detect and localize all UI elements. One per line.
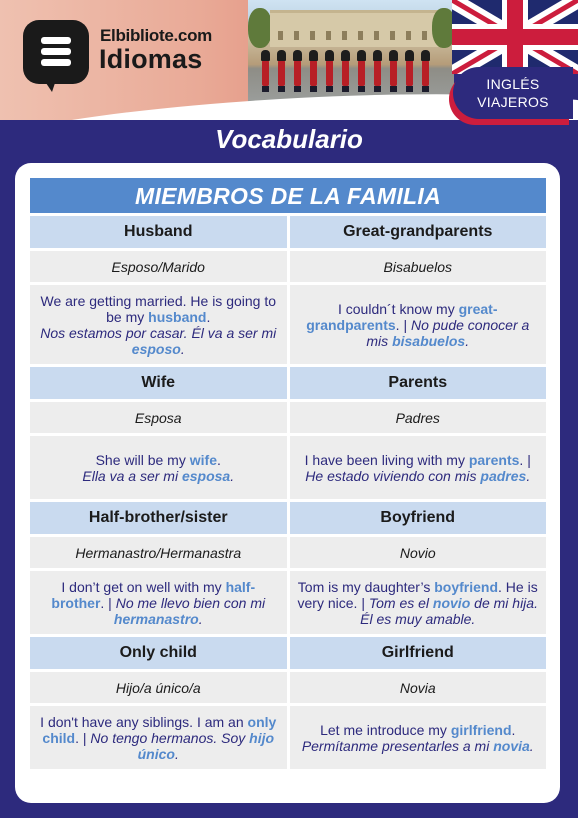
translation-cell: Novia <box>290 672 547 703</box>
example-en-text: Tom is my daughter’s <box>297 578 435 595</box>
example-en-keyword: parents <box>468 451 520 468</box>
vocabulary-table <box>30 178 546 769</box>
example-en-text: . | <box>100 594 116 611</box>
example-row <box>30 706 546 769</box>
example-es-text: . <box>174 745 179 762</box>
table-title: MIEMBROS DE LA FAMILIA <box>30 178 546 213</box>
example-cell <box>30 706 287 769</box>
example-en-text: Let me introduce my <box>320 721 451 738</box>
translation-cell: Novio <box>290 537 547 568</box>
buckingham-palace-photo <box>248 0 454 104</box>
example-en-text: She will be my <box>95 451 190 468</box>
example-en-text: We are getting married. He is going to be my <box>40 292 277 325</box>
example-en-text: . <box>216 451 221 468</box>
example-es-keyword: bisabuelos <box>392 332 466 349</box>
term-cell: Great-grandparents <box>290 216 547 248</box>
example-en-text: . <box>511 721 516 738</box>
translation-cell: Esposo/Marido <box>30 251 287 282</box>
tree-left <box>248 8 272 48</box>
example-es-text: . <box>230 467 235 484</box>
term-row <box>30 367 546 399</box>
translation-row <box>30 672 546 703</box>
example-cell <box>30 285 287 364</box>
example-en-text: I have been living with my <box>304 451 469 468</box>
example-cell <box>290 571 547 634</box>
tree-right <box>432 8 454 48</box>
example-es-text: No tengo hermanos. Soy <box>90 729 250 746</box>
example-cell <box>30 571 287 634</box>
term-cell: Boyfriend <box>290 502 547 534</box>
example-en-keyword: husband <box>148 308 207 325</box>
example-es-text: . <box>465 332 470 349</box>
example-es-keyword: novia <box>493 737 530 754</box>
example-cell <box>290 706 547 769</box>
page-title: Vocabulario <box>215 124 363 154</box>
example-es-text: . <box>529 737 534 754</box>
example-es-text: No pude conocer a mis <box>366 316 530 349</box>
example-es-text: Ella va a ser mi <box>82 467 182 484</box>
logo-bubble-tail <box>40 74 58 92</box>
translation-cell: Padres <box>290 402 547 433</box>
example-en-keyword: girlfriend <box>450 721 512 738</box>
brand-section: Idiomas <box>99 44 203 74</box>
term-cell: Half-brother/sister <box>30 502 287 534</box>
term-cell: Only child <box>30 637 287 669</box>
term-cell: Wife <box>30 367 287 399</box>
example-row <box>30 436 546 499</box>
example-row <box>30 285 546 364</box>
example-en-keyword: great-grandparents <box>306 300 498 333</box>
term-row <box>30 216 546 248</box>
translation-row <box>30 251 546 282</box>
example-es-text: de mi hija. Él es muy amable. <box>360 594 538 627</box>
term-row <box>30 637 546 669</box>
example-es-text: No me llevo bien con mi <box>115 594 266 611</box>
translation-cell: Esposa <box>30 402 287 433</box>
example-en-text: I couldn´t know my <box>337 300 459 317</box>
translation-cell: Hermanastro/Hermanastra <box>30 537 287 568</box>
example-es-keyword: hermanastro <box>113 610 199 627</box>
royal-guards <box>258 46 444 86</box>
example-es-text: . <box>526 467 531 484</box>
example-row <box>30 571 546 634</box>
translation-row <box>30 402 546 433</box>
translation-cell: Hijo/a único/a <box>30 672 287 703</box>
example-es-text: Permítanme presentarles a mi <box>301 737 494 754</box>
example-en-text: . <box>206 308 211 325</box>
example-es-keyword: esposo <box>131 340 181 357</box>
example-es-text: Nos estamos por casar. Él va a ser mi <box>40 324 277 341</box>
example-cell <box>290 285 547 364</box>
example-en-text: I don’t get on well with my <box>61 578 226 595</box>
brand-site: Elbibliote.com <box>100 26 212 45</box>
translation-row <box>30 537 546 568</box>
example-cell <box>30 436 287 499</box>
example-es-keyword: novio <box>432 594 471 611</box>
badge-audience: VIAJEROS <box>477 94 549 110</box>
term-cell: Girlfriend <box>290 637 547 669</box>
example-en-text: . He is very nice. | <box>297 578 538 611</box>
example-es-text: Tom es el <box>368 594 433 611</box>
header-banner <box>0 0 578 132</box>
example-en-text: . | <box>395 316 411 333</box>
example-en-keyword: half-brother <box>51 578 256 611</box>
example-es-keyword: esposa <box>181 467 231 484</box>
example-es-text: He estado viviendo con mis <box>305 467 481 484</box>
example-es-keyword: padres <box>480 467 527 484</box>
example-cell <box>290 436 547 499</box>
example-en-keyword: wife <box>189 451 217 468</box>
term-cell: Husband <box>30 216 287 248</box>
term-cell: Parents <box>290 367 547 399</box>
badge-language: INGLÉS <box>486 76 540 92</box>
example-en-text: . | <box>75 729 91 746</box>
example-en-keyword: boyfriend <box>434 578 499 595</box>
example-en-keyword: only child <box>42 713 277 746</box>
course-badge <box>453 67 573 119</box>
example-en-text: . | <box>519 451 531 468</box>
example-es-text: . <box>198 610 203 627</box>
term-row <box>30 502 546 534</box>
palace-facade <box>270 10 440 47</box>
example-en-text: I don't have any siblings. I am an <box>40 713 248 730</box>
example-es-text: . <box>180 340 185 357</box>
example-es-keyword: hijo único <box>137 729 275 762</box>
translation-cell: Bisabuelos <box>290 251 547 282</box>
uk-flag-icon <box>452 0 578 74</box>
